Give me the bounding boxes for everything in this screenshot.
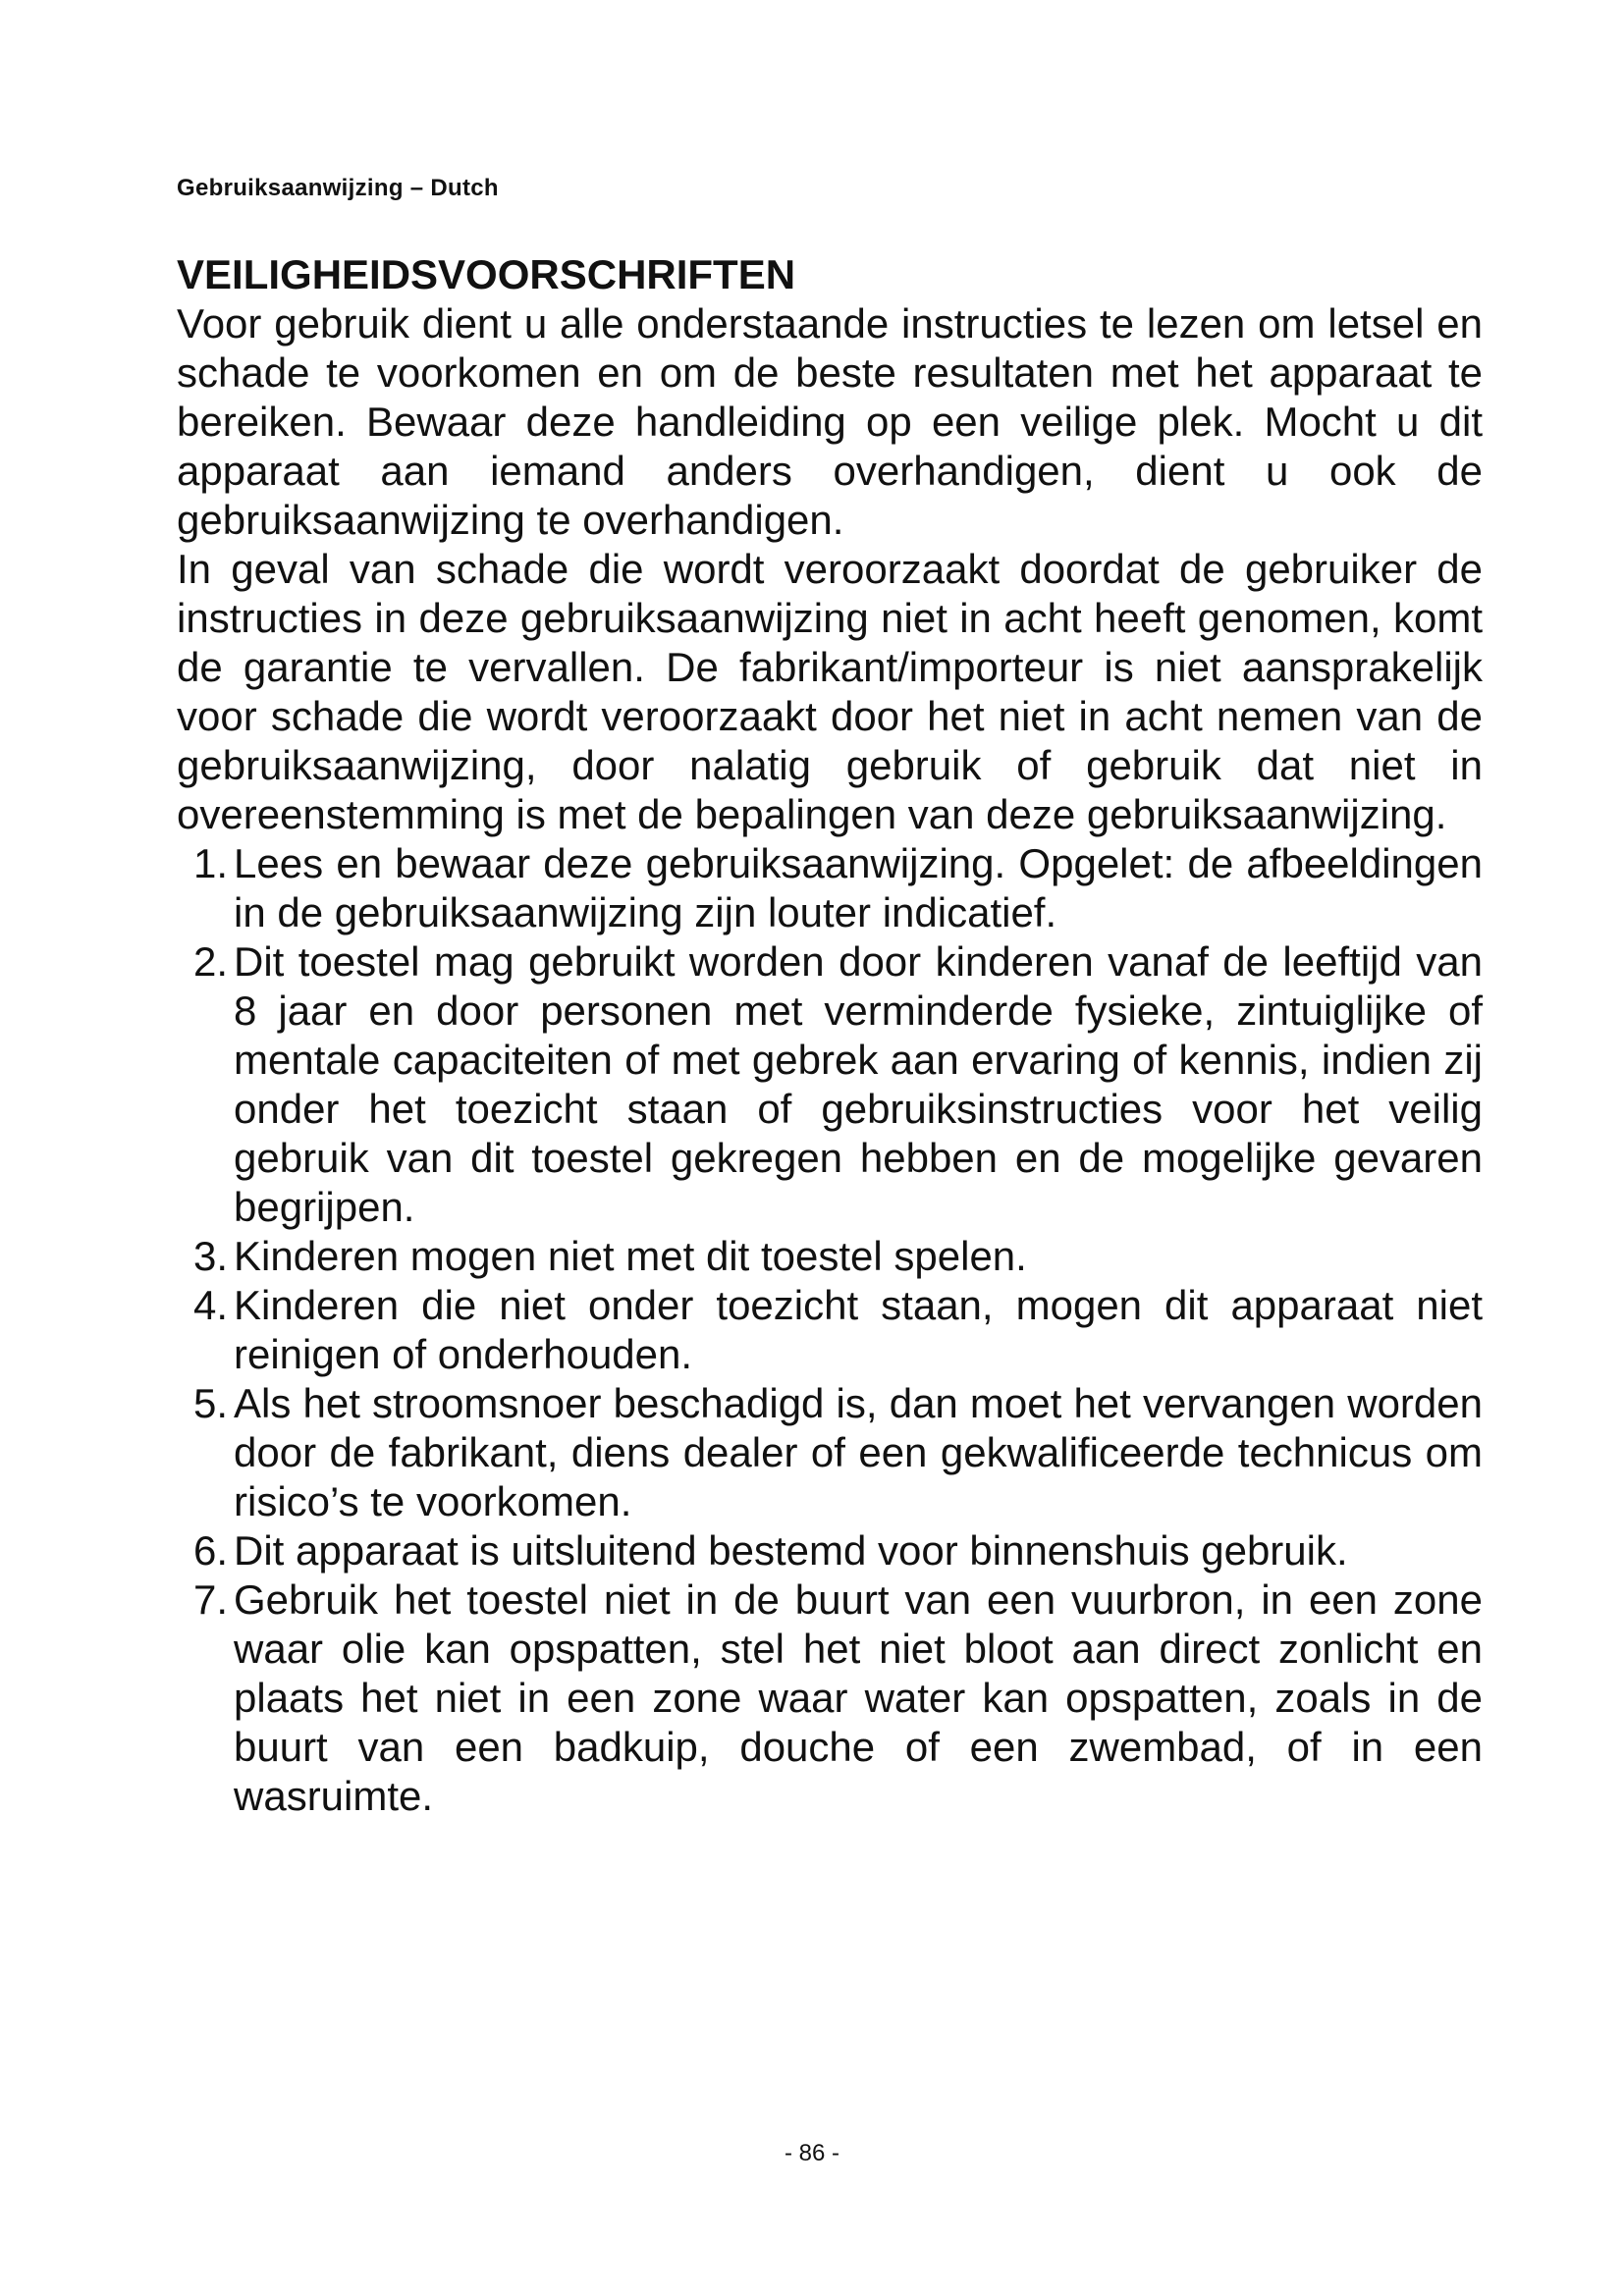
list-item xyxy=(177,937,1483,1232)
list-item-text: Lees en bewaar deze gebruiksaanwijzing. Opgelet: de afbeeldingen in de gebruiksaanwijzing zijn louter indicatief. xyxy=(234,840,1483,935)
list-item-number: 1. xyxy=(192,840,228,886)
list-item-number: 7. xyxy=(192,1576,228,1623)
list-item-number: 6. xyxy=(192,1527,228,1574)
list-item xyxy=(177,1526,1483,1575)
list-item-text: Als het stroomsnoer beschadigd is, dan moet het vervangen worden door de fabrikant, diens dealer of een gekwalificeerde technicus om risico’s te voorkomen. xyxy=(234,1380,1483,1524)
page-content xyxy=(177,250,1483,1821)
list-item-text: Dit apparaat is uitsluitend bestemd voor binnenshuis gebruik. xyxy=(234,1527,1348,1574)
list-item-number: 3. xyxy=(192,1233,228,1279)
section-title: VEILIGHEIDSVOORSCHRIFTEN xyxy=(177,251,796,297)
list-item xyxy=(177,839,1483,937)
list-item-number: 2. xyxy=(192,938,228,985)
list-item xyxy=(177,1575,1483,1821)
list-item-text: Gebruik het toestel niet in de buurt van een vuurbron, in een zone waar olie kan opspatten, stel het niet bloot aan direct zonlicht en plaats het niet in een zone waar water kan opspatten, zoals in de buurt van een badkuip, douche of een zwembad, of in een wasruimte. xyxy=(234,1576,1483,1819)
list-item xyxy=(177,1232,1483,1281)
list-item-text: Dit toestel mag gebruikt worden door kinderen vanaf de leeftijd van 8 jaar en door personen met verminderde fysieke, zintuiglijke of mentale capaciteiten of met gebrek aan ervaring of kennis, indien zij onder het toezicht staan of gebruiksinstructies voor het veilig gebruik van dit toestel gekregen hebben en de mogelijke gevaren begrijpen. xyxy=(234,938,1483,1230)
list-item-number: 4. xyxy=(192,1282,228,1328)
warranty-paragraph: In geval van schade die wordt veroorzaakt doordat de gebruiker de instructies in deze gebruiksaanwijzing niet in acht heeft genomen, komt de garantie te vervallen. De fabrikant/importeur is niet aansprakelijk voor schade die wordt veroorzaakt door het niet in acht nemen van de gebruiksaanwijzing, door nalatig gebruik of gebruik dat niet in overeenstemming is met de bepalingen van deze gebruiksaanwijzing. xyxy=(177,546,1483,837)
list-item xyxy=(177,1379,1483,1526)
intro-paragraph: Voor gebruik dient u alle onderstaande instructies te lezen om letsel en schade te voorkomen en om de beste resultaten met het apparaat te bereiken. Bewaar deze handleiding op een veilige plek. Mocht u dit apparaat aan iemand anders overhandigen, dient u ook de gebruiksaanwijzing te overhandigen. xyxy=(177,300,1483,543)
list-item-text: Kinderen die niet onder toezicht staan, mogen dit apparaat niet reinigen of onderhouden. xyxy=(234,1282,1483,1377)
page-number: - 86 - xyxy=(784,2140,839,2166)
list-item-number: 5. xyxy=(192,1380,228,1426)
page-header: Gebruiksaanwijzing – Dutch xyxy=(177,175,499,201)
list-item-text: Kinderen mogen niet met dit toestel spelen. xyxy=(234,1233,1027,1279)
list-item xyxy=(177,1281,1483,1379)
safety-list xyxy=(177,839,1483,1821)
